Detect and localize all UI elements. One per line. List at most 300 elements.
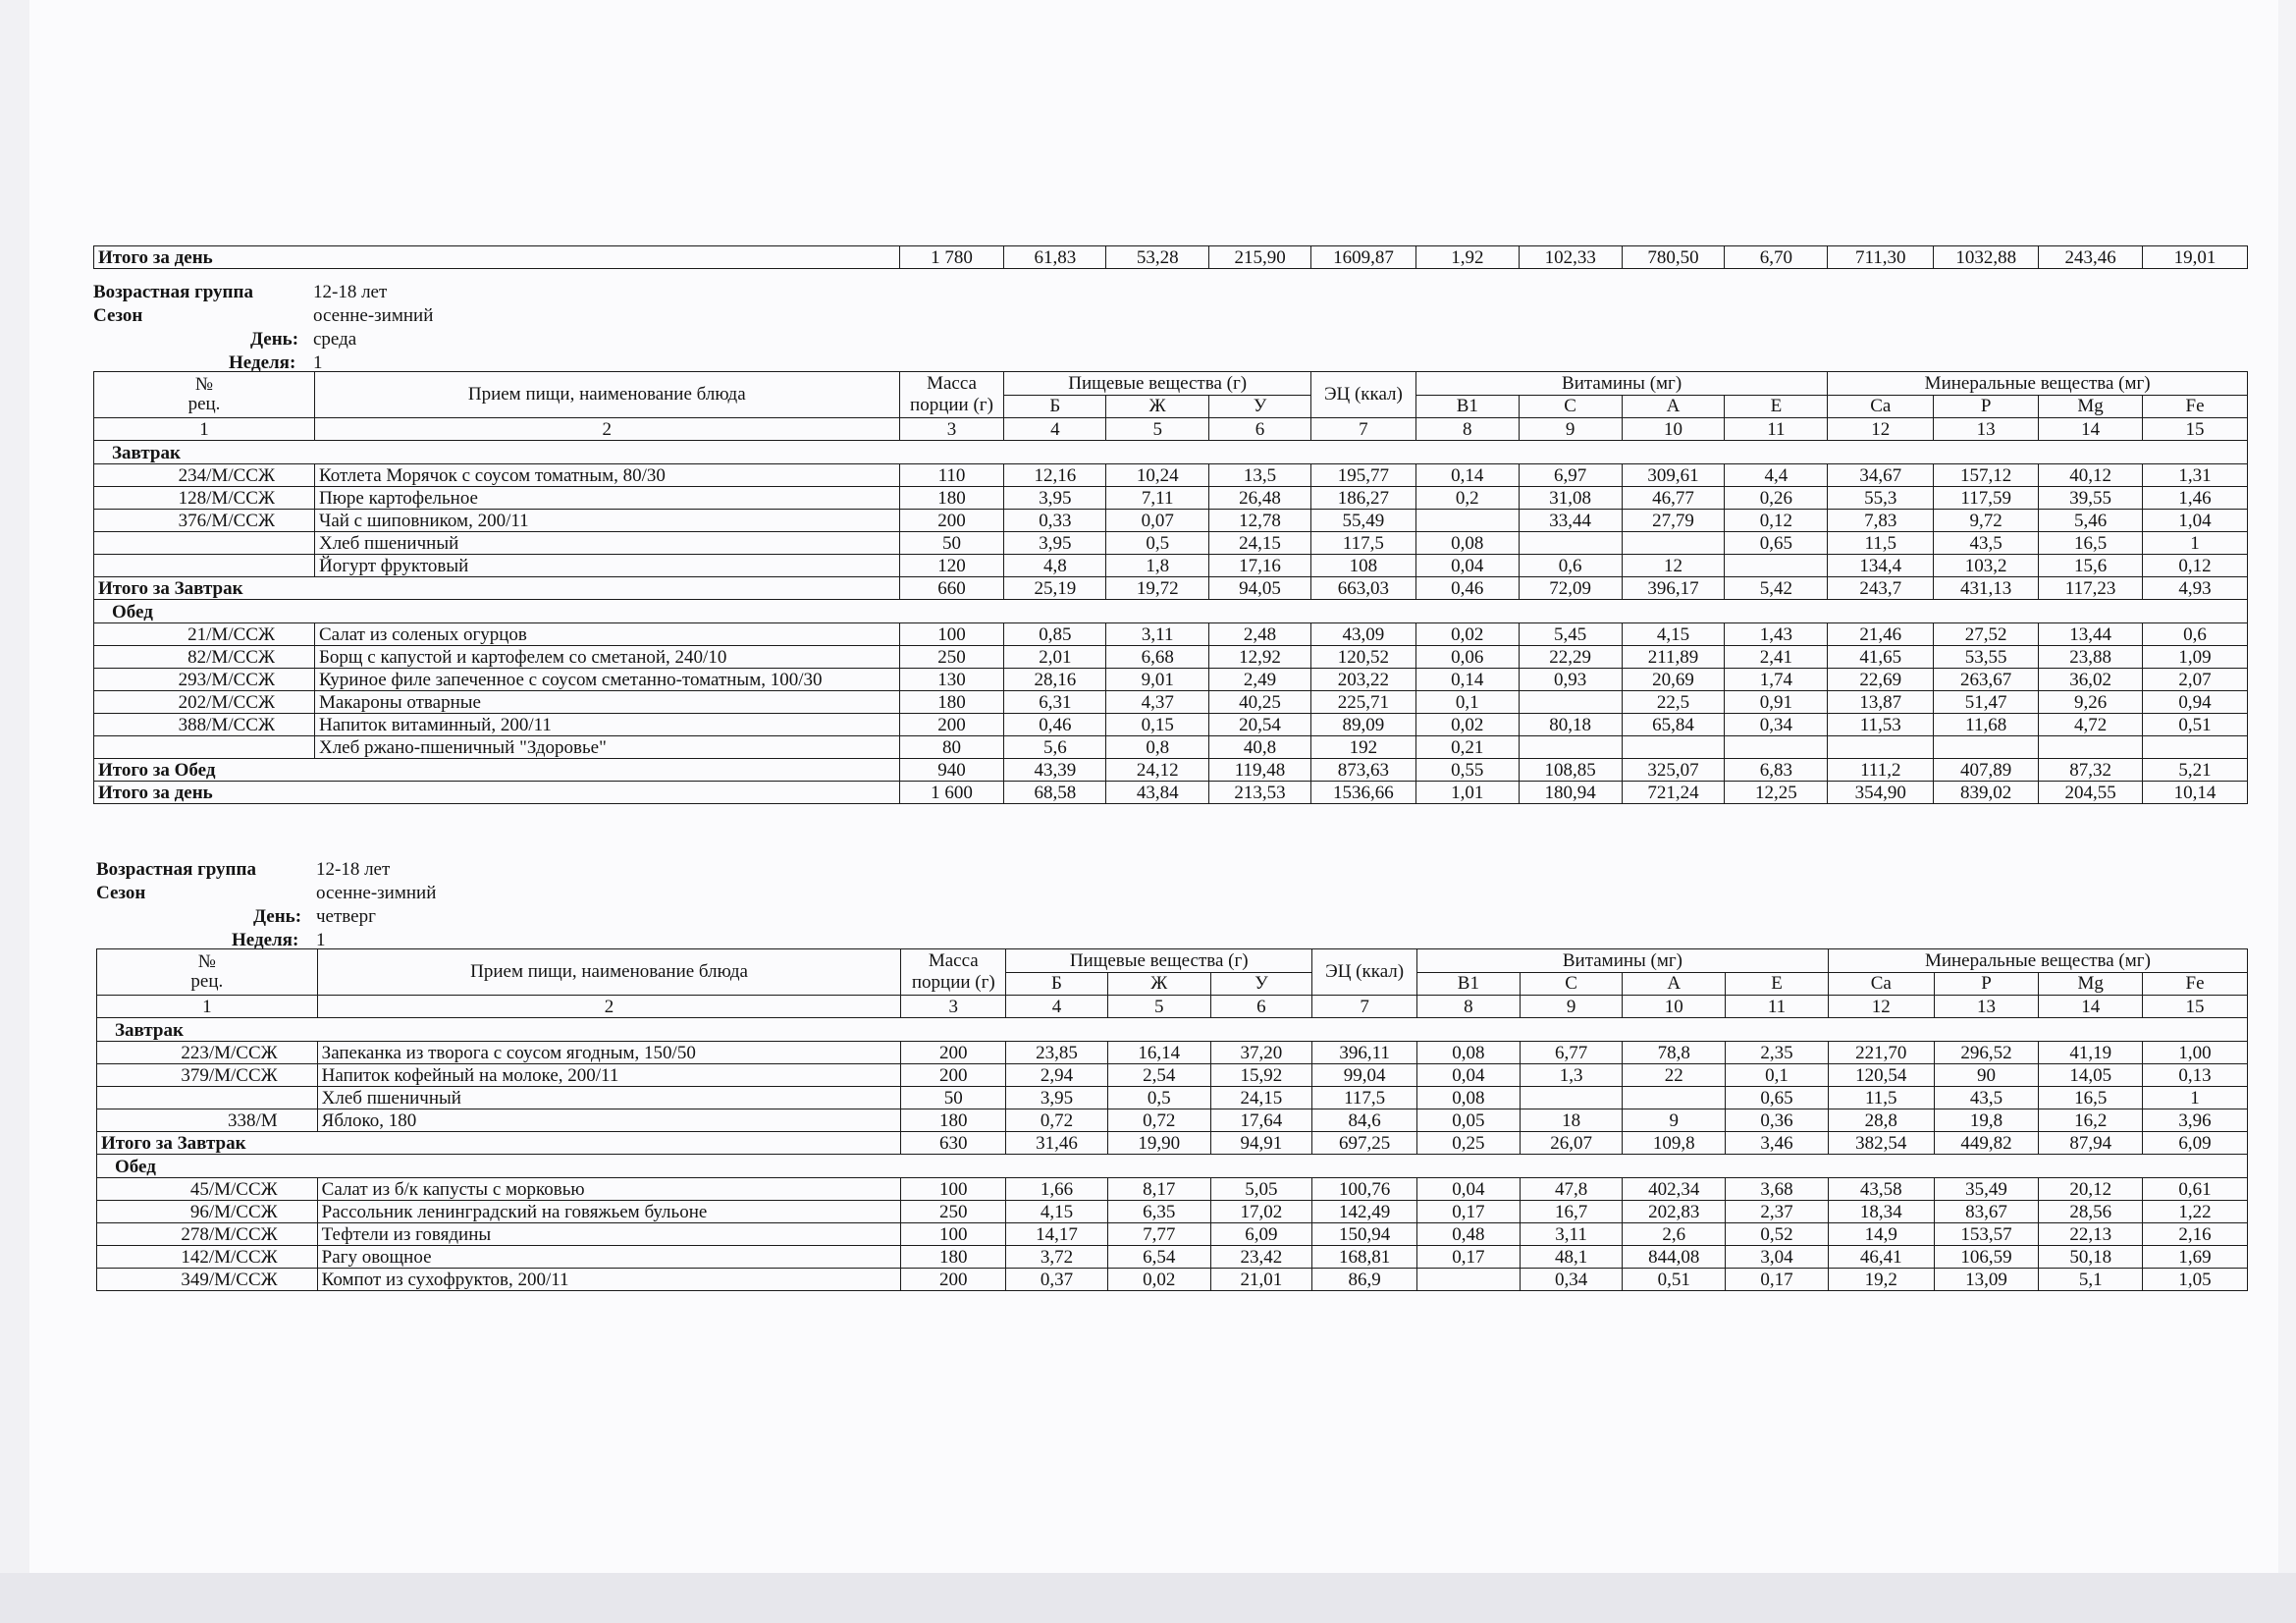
dish-name: Хлеб пшеничный bbox=[317, 1087, 901, 1109]
dish-name: Макароны отварные bbox=[314, 691, 899, 714]
recipe-number: 234/М/ССЖ bbox=[94, 464, 315, 487]
dish-name: Тефтели из говядины bbox=[317, 1223, 901, 1246]
table-row bbox=[97, 1201, 2248, 1223]
total-value: 449,82 bbox=[1934, 1132, 2039, 1155]
total-value: 660 bbox=[899, 577, 1004, 600]
nutrient-value: 296,52 bbox=[1934, 1042, 2039, 1064]
nutrient-value: 9,72 bbox=[1934, 510, 2039, 532]
total-value: 839,02 bbox=[1934, 782, 2039, 804]
nutrient-value: 28,8 bbox=[1828, 1109, 1934, 1132]
season-label: Сезон bbox=[96, 883, 146, 903]
nutrient-value: 17,02 bbox=[1210, 1201, 1312, 1223]
total-value: 94,05 bbox=[1209, 577, 1311, 600]
season-value: осенне-зимний bbox=[313, 305, 434, 326]
nutrient-value bbox=[1725, 555, 1828, 577]
total-value: 43,39 bbox=[1004, 759, 1106, 782]
total-value: 382,54 bbox=[1828, 1132, 1934, 1155]
total-value: 94,91 bbox=[1210, 1132, 1312, 1155]
nutrient-value: 100 bbox=[901, 1178, 1006, 1201]
total-value: 19,90 bbox=[1107, 1132, 1210, 1155]
nutrient-value: 4,37 bbox=[1106, 691, 1209, 714]
nutrient-value: 250 bbox=[899, 646, 1004, 669]
total-value: 117,23 bbox=[2039, 577, 2143, 600]
recipe-number: 45/М/ССЖ bbox=[97, 1178, 318, 1201]
nutrient-value: 4,8 bbox=[1004, 555, 1106, 577]
nutrient-value: 2,49 bbox=[1209, 669, 1311, 691]
col-vit-b1-header: B1 bbox=[1415, 396, 1519, 418]
nutrient-value: 10,24 bbox=[1106, 464, 1209, 487]
recipe-number bbox=[94, 555, 315, 577]
nutrient-value: 27,79 bbox=[1622, 510, 1725, 532]
nutrient-value: 106,59 bbox=[1934, 1246, 2039, 1269]
total-value: 1609,87 bbox=[1311, 246, 1416, 269]
total-value: 5,42 bbox=[1725, 577, 1828, 600]
nutrient-value: 120,52 bbox=[1310, 646, 1415, 669]
column-number: 12 bbox=[1828, 418, 1934, 441]
nutrient-value: 2,54 bbox=[1107, 1064, 1210, 1087]
total-value: 325,07 bbox=[1622, 759, 1725, 782]
nutrient-value: 6,97 bbox=[1519, 464, 1622, 487]
nutrient-value: 36,02 bbox=[2039, 669, 2143, 691]
nutrient-value: 2,94 bbox=[1006, 1064, 1108, 1087]
total-value: 6,09 bbox=[2143, 1132, 2248, 1155]
nutrient-value: 23,42 bbox=[1210, 1246, 1312, 1269]
recipe-number: 278/М/ССЖ bbox=[97, 1223, 318, 1246]
nutrient-value: 16,5 bbox=[2039, 1087, 2143, 1109]
total-value: 61,83 bbox=[1004, 246, 1106, 269]
week-value: 1 bbox=[313, 352, 323, 373]
nutrient-value: 6,68 bbox=[1106, 646, 1209, 669]
col-vit-a-header: A bbox=[1622, 396, 1725, 418]
nutrient-value bbox=[1417, 1269, 1521, 1291]
dish-name: Напиток кофейный на молоке, 200/11 bbox=[317, 1064, 901, 1087]
column-number: 15 bbox=[2143, 418, 2248, 441]
nutrient-value: 192 bbox=[1310, 736, 1415, 759]
nutrient-value: 0,51 bbox=[1623, 1269, 1726, 1291]
total-value: 1 780 bbox=[899, 246, 1004, 269]
nutrient-value: 200 bbox=[901, 1042, 1006, 1064]
nutrient-value: 33,44 bbox=[1519, 510, 1622, 532]
nutrient-value: 19,8 bbox=[1934, 1109, 2039, 1132]
section-row bbox=[94, 600, 2248, 623]
nutrient-value: 0,5 bbox=[1106, 532, 1209, 555]
nutrient-value bbox=[1623, 1087, 1726, 1109]
col-vit-e-header: E bbox=[1726, 973, 1829, 996]
column-number: 2 bbox=[317, 996, 901, 1018]
day2-meta bbox=[96, 858, 587, 956]
total-value: 213,53 bbox=[1209, 782, 1311, 804]
nutrient-value: 3,95 bbox=[1004, 532, 1106, 555]
nutrient-value: 0,13 bbox=[2143, 1064, 2248, 1087]
total-value: 72,09 bbox=[1519, 577, 1622, 600]
nutrient-value: 100 bbox=[899, 623, 1004, 646]
nutrient-value: 180 bbox=[899, 487, 1004, 510]
col-vit-c-header: C bbox=[1519, 396, 1622, 418]
table-row bbox=[94, 532, 2248, 555]
nutrient-value: 5,46 bbox=[2039, 510, 2143, 532]
nutrient-value: 110 bbox=[899, 464, 1004, 487]
nutrient-value: 35,49 bbox=[1934, 1178, 2039, 1201]
nutrient-value: 0,26 bbox=[1725, 487, 1828, 510]
nutrient-value: 26,48 bbox=[1209, 487, 1311, 510]
nutrient-value: 100,76 bbox=[1312, 1178, 1417, 1201]
col-b-header: Б bbox=[1006, 973, 1108, 996]
number-sign: № bbox=[197, 951, 216, 972]
nutrient-value: 83,67 bbox=[1934, 1201, 2039, 1223]
nutrient-value: 1,69 bbox=[2143, 1246, 2248, 1269]
nutrient-value: 0,05 bbox=[1417, 1109, 1521, 1132]
col-mass-header bbox=[899, 372, 1004, 418]
dish-name: Йогурт фруктовый bbox=[314, 555, 899, 577]
column-number: 5 bbox=[1106, 418, 1209, 441]
nutrient-value: 1 bbox=[2143, 1087, 2248, 1109]
day2-menu-table bbox=[96, 948, 2248, 1291]
nutrient-value: 157,12 bbox=[1934, 464, 2039, 487]
nutrient-value: 51,47 bbox=[1934, 691, 2039, 714]
total-label: Итого за день bbox=[94, 246, 900, 269]
recipe-number bbox=[94, 532, 315, 555]
nutrient-value bbox=[1622, 736, 1725, 759]
total-value: 0,55 bbox=[1415, 759, 1519, 782]
nutrient-value: 120 bbox=[899, 555, 1004, 577]
dish-name: Котлета Морячок с соусом томатным, 80/30 bbox=[314, 464, 899, 487]
nutrient-value: 0,17 bbox=[1726, 1269, 1829, 1291]
table-row bbox=[97, 1223, 2248, 1246]
nutrient-value: 4,15 bbox=[1006, 1201, 1108, 1223]
nutrient-value bbox=[1519, 736, 1622, 759]
nutrient-value: 0,65 bbox=[1725, 532, 1828, 555]
column-number: 13 bbox=[1934, 418, 2039, 441]
nutrient-value: 186,27 bbox=[1310, 487, 1415, 510]
column-number: 12 bbox=[1828, 996, 1934, 1018]
nutrient-value: 0,51 bbox=[2143, 714, 2248, 736]
nutrient-value: 396,11 bbox=[1312, 1042, 1417, 1064]
table-row bbox=[97, 1246, 2248, 1269]
breakfast-total-row bbox=[94, 577, 2248, 600]
total-value: 26,07 bbox=[1520, 1132, 1623, 1155]
column-number: 10 bbox=[1623, 996, 1726, 1018]
col-nutrients-header: Пищевые вещества (г) bbox=[1006, 949, 1312, 973]
nutrient-value: 153,57 bbox=[1934, 1223, 2039, 1246]
nutrient-value: 0,04 bbox=[1417, 1064, 1521, 1087]
nutrient-value: 13,87 bbox=[1828, 691, 1934, 714]
nutrient-value: 0,14 bbox=[1415, 464, 1519, 487]
total-value: 780,50 bbox=[1622, 246, 1725, 269]
nutrient-value: 0,6 bbox=[2143, 623, 2248, 646]
nutrient-value: 6,09 bbox=[1210, 1223, 1312, 1246]
nutrient-value: 3,95 bbox=[1006, 1087, 1108, 1109]
recipe-number: 293/М/ССЖ bbox=[94, 669, 315, 691]
nutrient-value: 117,5 bbox=[1310, 532, 1415, 555]
nutrient-value: 40,8 bbox=[1209, 736, 1311, 759]
nutrient-value: 9,26 bbox=[2039, 691, 2143, 714]
total-value: 3,46 bbox=[1726, 1132, 1829, 1155]
column-number: 4 bbox=[1006, 996, 1108, 1018]
nutrient-value: 48,1 bbox=[1520, 1246, 1623, 1269]
nutrient-value: 19,2 bbox=[1828, 1269, 1934, 1291]
recipe-number: 376/М/ССЖ bbox=[94, 510, 315, 532]
total-value: 243,46 bbox=[2039, 246, 2143, 269]
table-row bbox=[97, 1064, 2248, 1087]
total-value: 25,19 bbox=[1004, 577, 1106, 600]
nutrient-value: 17,16 bbox=[1209, 555, 1311, 577]
nutrient-value: 1,00 bbox=[2143, 1042, 2248, 1064]
nutrient-value: 4,15 bbox=[1622, 623, 1725, 646]
nutrient-value: 0,2 bbox=[1415, 487, 1519, 510]
nutrient-value: 16,2 bbox=[2039, 1109, 2143, 1132]
nutrient-value: 84,6 bbox=[1312, 1109, 1417, 1132]
total-value: 68,58 bbox=[1004, 782, 1106, 804]
col-min-fe-header: Fe bbox=[2143, 396, 2248, 418]
col-u-header: У bbox=[1210, 973, 1312, 996]
day-label: День: bbox=[253, 906, 302, 927]
nutrient-value: 0,1 bbox=[1726, 1064, 1829, 1087]
nutrient-value: 20,12 bbox=[2039, 1178, 2143, 1201]
nutrient-value: 3,95 bbox=[1004, 487, 1106, 510]
column-number: 5 bbox=[1107, 996, 1210, 1018]
nutrient-value: 203,22 bbox=[1310, 669, 1415, 691]
nutrient-value: 86,9 bbox=[1312, 1269, 1417, 1291]
total-value: 19,72 bbox=[1106, 577, 1209, 600]
nutrient-value: 0,72 bbox=[1107, 1109, 1210, 1132]
column-number: 1 bbox=[97, 996, 318, 1018]
total-value: 109,8 bbox=[1623, 1132, 1726, 1155]
header-row bbox=[94, 372, 2248, 396]
nutrient-value: 0,6 bbox=[1519, 555, 1622, 577]
recipe-number: 96/М/ССЖ bbox=[97, 1201, 318, 1223]
col-min-ca-header: Ca bbox=[1828, 973, 1934, 996]
total-value: 396,17 bbox=[1622, 577, 1725, 600]
recipe-number bbox=[94, 736, 315, 759]
week-label: Неделя: bbox=[232, 930, 299, 950]
total-value: 0,25 bbox=[1417, 1132, 1521, 1155]
nutrient-value: 0,08 bbox=[1415, 532, 1519, 555]
nutrient-value: 34,67 bbox=[1828, 464, 1934, 487]
nutrient-value: 41,65 bbox=[1828, 646, 1934, 669]
day1-meta bbox=[93, 281, 584, 379]
nutrient-value: 100 bbox=[901, 1223, 1006, 1246]
table-row bbox=[97, 1269, 2248, 1291]
nutrient-value bbox=[1520, 1087, 1623, 1109]
nutrient-value: 103,2 bbox=[1934, 555, 2039, 577]
col-min-ca-header: Ca bbox=[1828, 396, 1934, 418]
nutrient-value: 5,1 bbox=[2039, 1269, 2143, 1291]
column-number: 3 bbox=[899, 418, 1004, 441]
nutrient-value: 11,68 bbox=[1934, 714, 2039, 736]
nutrient-value: 0,04 bbox=[1417, 1178, 1521, 1201]
breakfast-total-row bbox=[97, 1132, 2248, 1155]
nutrient-value: 22,29 bbox=[1519, 646, 1622, 669]
total-value: 1,92 bbox=[1415, 246, 1519, 269]
age-group-value: 12-18 лет bbox=[316, 859, 391, 880]
nutrient-value: 22,13 bbox=[2039, 1223, 2143, 1246]
nutrient-value: 0,12 bbox=[1725, 510, 1828, 532]
col-recipe-number-header bbox=[97, 949, 318, 996]
nutrient-value: 1,8 bbox=[1106, 555, 1209, 577]
nutrient-value: 1,66 bbox=[1006, 1178, 1108, 1201]
nutrient-value: 55,3 bbox=[1828, 487, 1934, 510]
nutrient-value: 1,05 bbox=[2143, 1269, 2248, 1291]
nutrient-value: 16,5 bbox=[2039, 532, 2143, 555]
nutrient-value: 43,5 bbox=[1934, 1087, 2039, 1109]
nutrient-value: 28,16 bbox=[1004, 669, 1106, 691]
total-value: 108,85 bbox=[1519, 759, 1622, 782]
nutrient-value: 43,09 bbox=[1310, 623, 1415, 646]
total-value: 5,21 bbox=[2143, 759, 2248, 782]
mass-label: Масса bbox=[927, 373, 977, 394]
dish-name: Хлеб ржано-пшеничный "Здоровье" bbox=[314, 736, 899, 759]
recipe-number: 379/М/ССЖ bbox=[97, 1064, 318, 1087]
table-row bbox=[94, 736, 2248, 759]
nutrient-value: 0,93 bbox=[1519, 669, 1622, 691]
nutrient-value: 195,77 bbox=[1310, 464, 1415, 487]
nutrient-value: 78,8 bbox=[1623, 1042, 1726, 1064]
total-value: 204,55 bbox=[2039, 782, 2143, 804]
nutrient-value: 12,92 bbox=[1209, 646, 1311, 669]
column-number: 9 bbox=[1520, 996, 1623, 1018]
col-zh-header: Ж bbox=[1106, 396, 1209, 418]
table-row bbox=[94, 714, 2248, 736]
nutrient-value: 13,09 bbox=[1934, 1269, 2039, 1291]
dish-name: Запеканка из творога с соусом ягодным, 150/50 bbox=[317, 1042, 901, 1064]
col-min-mg-header: Mg bbox=[2039, 396, 2143, 418]
total-value: 1 600 bbox=[899, 782, 1004, 804]
nutrient-value: 3,11 bbox=[1106, 623, 1209, 646]
nutrient-value: 3,68 bbox=[1726, 1178, 1829, 1201]
nutrient-value: 90 bbox=[1934, 1064, 2039, 1087]
nutrient-value: 2,37 bbox=[1726, 1201, 1829, 1223]
nutrient-value: 0,17 bbox=[1417, 1246, 1521, 1269]
recipe-number: 338/М bbox=[97, 1109, 318, 1132]
nutrient-value: 0,08 bbox=[1417, 1042, 1521, 1064]
col-zh-header: Ж bbox=[1107, 973, 1210, 996]
nutrient-value: 0,65 bbox=[1726, 1087, 1829, 1109]
table-row bbox=[94, 464, 2248, 487]
nutrient-value: 2,48 bbox=[1209, 623, 1311, 646]
nutrient-value: 120,54 bbox=[1828, 1064, 1934, 1087]
nutrient-value: 0,34 bbox=[1520, 1269, 1623, 1291]
total-value: 407,89 bbox=[1934, 759, 2039, 782]
nutrient-value: 0,46 bbox=[1004, 714, 1106, 736]
total-value: 87,94 bbox=[2039, 1132, 2143, 1155]
col-min-fe-header: Fe bbox=[2143, 973, 2248, 996]
nutrient-value: 0,1 bbox=[1415, 691, 1519, 714]
column-number: 7 bbox=[1310, 418, 1415, 441]
nutrient-value: 4,4 bbox=[1725, 464, 1828, 487]
nutrient-value: 21,01 bbox=[1210, 1269, 1312, 1291]
dish-name: Пюре картофельное bbox=[314, 487, 899, 510]
recipe-abbr: рец. bbox=[190, 971, 224, 992]
nutrient-value: 1,31 bbox=[2143, 464, 2248, 487]
column-number: 15 bbox=[2143, 996, 2248, 1018]
season-label: Сезон bbox=[93, 305, 143, 326]
nutrient-value: 40,12 bbox=[2039, 464, 2143, 487]
nutrient-value: 47,8 bbox=[1520, 1178, 1623, 1201]
nutrient-value bbox=[1828, 736, 1934, 759]
nutrient-value: 46,77 bbox=[1622, 487, 1725, 510]
total-value: 721,24 bbox=[1622, 782, 1725, 804]
table-row bbox=[94, 691, 2248, 714]
nutrient-value: 16,7 bbox=[1520, 1201, 1623, 1223]
nutrient-value: 46,41 bbox=[1828, 1246, 1934, 1269]
day-label: День: bbox=[250, 329, 299, 350]
nutrient-value: 55,49 bbox=[1310, 510, 1415, 532]
nutrient-value bbox=[1725, 736, 1828, 759]
column-number: 6 bbox=[1210, 996, 1312, 1018]
day-total-row bbox=[94, 782, 2248, 804]
column-number-row bbox=[94, 418, 2248, 441]
nutrient-value: 43,58 bbox=[1828, 1178, 1934, 1201]
column-number: 14 bbox=[2039, 418, 2143, 441]
total-label: Итого за Завтрак bbox=[94, 577, 900, 600]
nutrient-value: 0,37 bbox=[1006, 1269, 1108, 1291]
scan-bottom-edge bbox=[0, 1573, 2296, 1623]
section-label: Обед bbox=[97, 1155, 2248, 1178]
nutrient-value: 14,05 bbox=[2039, 1064, 2143, 1087]
col-min-p-header: P bbox=[1934, 396, 2039, 418]
col-vitamins-header: Витамины (мг) bbox=[1415, 372, 1827, 396]
nutrient-value: 11,53 bbox=[1828, 714, 1934, 736]
nutrient-value: 200 bbox=[899, 714, 1004, 736]
col-vit-e-header: E bbox=[1725, 396, 1828, 418]
table-row bbox=[94, 555, 2248, 577]
nutrient-value: 0,12 bbox=[2143, 555, 2248, 577]
nutrient-value: 0,02 bbox=[1415, 623, 1519, 646]
total-value: 19,01 bbox=[2143, 246, 2248, 269]
nutrient-value bbox=[2039, 736, 2143, 759]
nutrient-value: 15,92 bbox=[1210, 1064, 1312, 1087]
column-number: 11 bbox=[1725, 418, 1828, 441]
nutrient-value: 1,43 bbox=[1725, 623, 1828, 646]
recipe-number: 202/М/ССЖ bbox=[94, 691, 315, 714]
table-row bbox=[94, 487, 2248, 510]
total-value: 243,7 bbox=[1828, 577, 1934, 600]
nutrient-value: 7,83 bbox=[1828, 510, 1934, 532]
table-row bbox=[94, 669, 2248, 691]
day-value: среда bbox=[313, 329, 357, 350]
nutrient-value: 18 bbox=[1520, 1109, 1623, 1132]
nutrient-value: 225,71 bbox=[1310, 691, 1415, 714]
dish-name: Салат из б/к капусты с морковью bbox=[317, 1178, 901, 1201]
dish-name: Салат из соленых огурцов bbox=[314, 623, 899, 646]
nutrient-value: 7,77 bbox=[1107, 1223, 1210, 1246]
nutrient-value: 12,78 bbox=[1209, 510, 1311, 532]
nutrient-value: 200 bbox=[901, 1269, 1006, 1291]
nutrient-value: 50 bbox=[901, 1087, 1006, 1109]
total-label: Итого за день bbox=[94, 782, 900, 804]
dish-name: Куриное филе запеченное с соусом сметанно-томатным, 100/30 bbox=[314, 669, 899, 691]
nutrient-value: 150,94 bbox=[1312, 1223, 1417, 1246]
nutrient-value: 0,14 bbox=[1415, 669, 1519, 691]
nutrient-value: 37,20 bbox=[1210, 1042, 1312, 1064]
nutrient-value: 200 bbox=[899, 510, 1004, 532]
total-value: 31,46 bbox=[1006, 1132, 1108, 1155]
nutrient-value: 20,54 bbox=[1209, 714, 1311, 736]
total-value: 0,46 bbox=[1415, 577, 1519, 600]
total-value: 119,48 bbox=[1209, 759, 1311, 782]
column-number: 9 bbox=[1519, 418, 1622, 441]
col-dish-header: Прием пищи, наименование блюда bbox=[317, 949, 901, 996]
nutrient-value: 16,14 bbox=[1107, 1042, 1210, 1064]
age-group-value: 12-18 лет bbox=[313, 282, 388, 302]
section-label: Обед bbox=[94, 600, 2248, 623]
dish-name: Напиток витаминный, 200/11 bbox=[314, 714, 899, 736]
age-group-label: Возрастная группа bbox=[93, 282, 253, 302]
nutrient-value: 180 bbox=[901, 1109, 1006, 1132]
nutrient-value: 41,19 bbox=[2039, 1042, 2143, 1064]
nutrient-value: 3,04 bbox=[1726, 1246, 1829, 1269]
nutrient-value: 21,46 bbox=[1828, 623, 1934, 646]
